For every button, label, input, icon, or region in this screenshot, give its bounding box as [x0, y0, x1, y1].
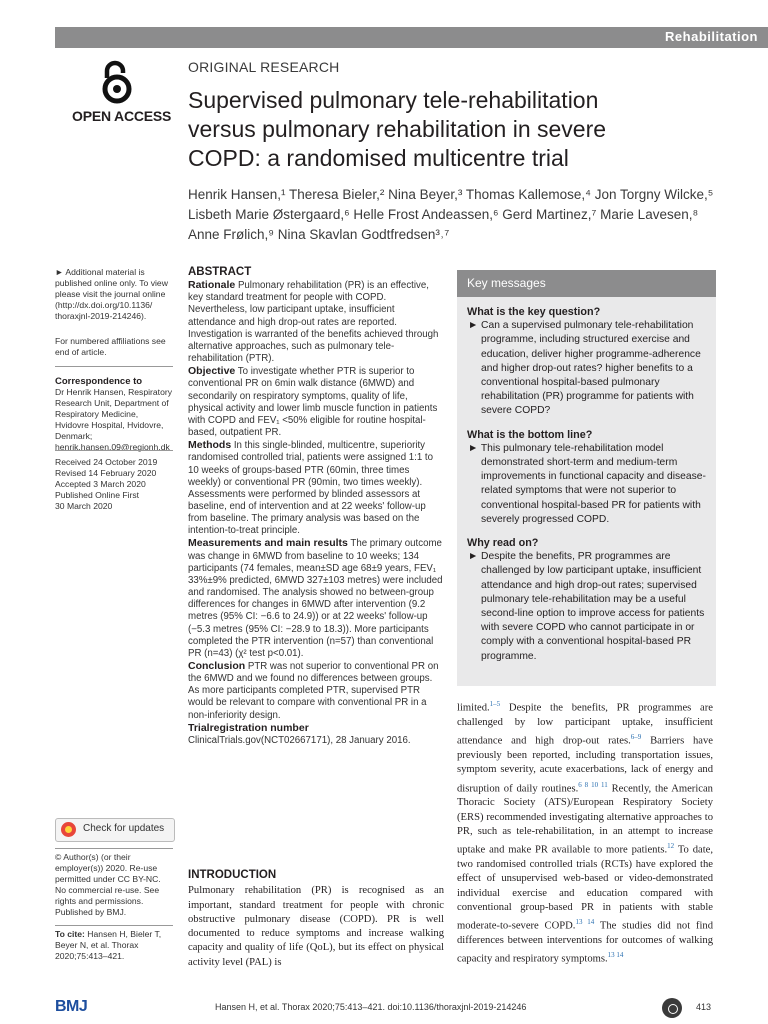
key-question-3: Why read on?: [467, 537, 539, 550]
page-number: 413: [696, 1002, 712, 1012]
key-answer-2: ► This pulmonary tele-rehabilitation model demonstrated short-term and medium-term improvements in functional capacity and disease-related symptoms that were not superior to conventional hospital-based PR for patients with severely progressed COPD.: [468, 442, 706, 525]
key-messages-header: [457, 270, 716, 297]
introduction-text: Pulmonary rehabilitation (PR) is recognised as an important, standard treatment for people with chronic obstructive pulmonary disease (COPD). PR is well documented to reduce symptoms and increase walking capacity and quality of life (QoL), but its effect on physical activity level (PAL) is: [188, 885, 444, 968]
conclusion-label: Conclusion: [188, 660, 246, 672]
abstract-rationale: [188, 279, 444, 365]
to-cite-block: [55, 925, 173, 962]
open-access-label: OPEN ACCESS: [72, 108, 172, 124]
key-question-1: What is the key question?: [467, 306, 601, 318]
reference-link[interactable]: 13 14: [607, 951, 624, 960]
section-label: Rehabilitation: [665, 29, 758, 44]
key-question-2: What is the bottom line?: [467, 428, 593, 441]
conclusion-text: PTR was not superior to conventional PR on the 6MWD and we found no differences between groups. As more participants completed PTR, supervised PTR would be relevant to compare with conventional PR in a non-inferiority design.: [188, 661, 439, 721]
author-line: Henrik Hansen,¹ Theresa Bieler,² Nina Beyer,³ Thomas Kallemose,⁴ Jon Torgny Wilcke,⁵: [188, 187, 714, 202]
author-list: [188, 185, 728, 245]
reference-link[interactable]: 12: [667, 842, 675, 851]
date-accepted: Accepted 3 March 2020: [55, 479, 146, 489]
footer-citation: Hansen H, et al. Thorax 2020;75:413–421. doi:10.1136/thoraxjnl-2019-214246: [215, 1002, 527, 1012]
additional-material-note: ► Additional material is published online only. To view please visit the journal online (http://dx.doi.org/10.1136/ thoraxjnl-2019-214246).: [55, 267, 168, 321]
affiliations-note: For numbered affiliations see end of article.: [55, 336, 166, 357]
text-run: Despite the benefits, PR programmes are challenged by low participant uptake, insufficient attendance and high drop-out rates.: [457, 702, 713, 747]
trial-label: Trialregistration number: [188, 721, 309, 734]
abstract-methods: [188, 439, 444, 537]
divider: [55, 848, 173, 849]
article-title: Supervised pulmonary tele-rehabilitation versus pulmonary rehabilitation in severe COPD: a randomised multicentre trial: [188, 87, 607, 171]
correspondence-block: [55, 376, 173, 453]
introduction-heading: INTRODUCTION: [188, 869, 277, 881]
abstract-heading: ABSTRACT: [188, 266, 252, 278]
correspondence-label: Correspondence to: [55, 376, 143, 387]
correspondence-text: Dr Henrik Hansen, Respiratory Research Unit, Department of Respiratory Medicine, Hvidovre Hospital, Hvidovre, Denmark; henrik.hansen.09@regionh.dk: [55, 387, 173, 452]
key-messages-box: [457, 270, 716, 686]
dates-block: [55, 457, 173, 512]
reference-link[interactable]: 6 8 10 11: [578, 780, 608, 789]
key-messages-heading: Key messages: [467, 276, 546, 290]
author-line: Anne Frølich,⁹ Nina Skavlan Godtfredsen³˒⁷: [188, 227, 450, 242]
divider: [55, 366, 173, 367]
results-text: The primary outcome was change in 6MWD from baseline to 10 weeks; 134 participants (74 females, mean±SD age 68±9 years, FEV₁ 33%±9% predicted, 6MWD 327±103 metres) were included and randomised. The analysis showed no between-group differences for changes in 6MWD after intervention (9.2 metres (95% CI: −6.6 to 24.9)) or at 22 weeks' follow-up (−5.3 metres (95% CI: −28.9 to 18.3)). More participants completed the PTR intervention (n=57) than conventional PR (n=43) (χ² test p<0.01).: [188, 538, 443, 659]
creative-commons-icon: [662, 998, 682, 1018]
introduction: [188, 868, 444, 970]
text-run: Barriers have previously been reported, including transportation issues, symptom severity, acute exacerbations, lack of energy and disruption of daily routines.: [457, 735, 713, 795]
key-answer-3: ► Despite the benefits, PR programmes are challenged by low participant uptake, insufficient attendance and high drop-out rates; supervised pulmonary tele-rehabilitation may be a useful second-line option to improve access for patients with severe COPD who cannot participate in or comply with a conventional hospital-based PR programme.: [468, 551, 705, 662]
divider: [55, 450, 173, 451]
abstract-results: [188, 537, 444, 660]
author-line: Lisbeth Marie Østergaard,⁶ Helle Frost Andeassen,⁶ Gerd Martinez,⁷ Marie Lavesen,⁸: [188, 207, 699, 222]
abstract: [188, 266, 444, 747]
abstract-objective: [188, 365, 444, 439]
abstract-conclusion: [188, 660, 444, 722]
crossmark-icon: [61, 822, 76, 837]
text-run: To date, two randomised controlled trials (RCTs) have explored the effect of unsupervised web-based or video-demonstrated individual exercise and education compared with conventional group-based PR in patients with stable moderate-to-severe COPD.: [457, 844, 713, 932]
abstract-trial: [188, 722, 444, 747]
rationale-label: Rationale: [188, 279, 236, 292]
objective-text: To investigate whether PTR is superior to conventional PR on 6min walk distance (6MWD) and secondarily on respiratory symptoms, quality of life, physical activity and lower limb muscle function in patients with COPD and FEV₁ <50% eligible for routine hospital-based, outpatient PR.: [188, 366, 438, 439]
reference-link[interactable]: 1–5: [489, 700, 501, 708]
bmj-logo: BMJ: [55, 998, 88, 1015]
open-access-lock-icon: [96, 60, 138, 104]
to-cite-label: To cite:: [55, 929, 85, 939]
article-type: ORIGINAL RESEARCH: [188, 59, 340, 75]
copyright-note: © Author(s) (or their employer(s)) 2020. Re-use permitted under CC BY-NC. No commercial re-use. See rights and permissions. Published by BMJ.: [55, 852, 161, 917]
check-for-updates-button[interactable]: [55, 818, 175, 842]
reference-link[interactable]: 6–9: [630, 733, 642, 742]
date-revised: Revised 14 February 2020: [55, 468, 157, 478]
check-for-updates-label: Check for updates: [83, 823, 165, 834]
body-paragraph: [457, 697, 713, 967]
results-label: Measurements and main results: [188, 537, 348, 550]
methods-text: In this single-blinded, multicentre, superiority randomised controlled trial, patients were assigned 1:1 to 10 weeks of groups-based PTR (60min, three times weekly) or conventional PR (90min, two times weekly). Assessments were performed by blinded assessors at baseline, end of intervention and at 22 weeks' follow-up from baseline. The primary analysis was based on the intention-to-treat principle.: [188, 440, 434, 537]
key-messages-body: [467, 305, 707, 673]
text-run: Recently, the American Thoracic Society (ATS)/European Respiratory Society (ERS) recommended investigating alternative approaches to PR, such as tele-rehabilitation, in an attempt to increase uptake and make PR available to more patients.: [457, 783, 713, 856]
to-cite-text: Hansen H, Bieler T, Beyer N, et al. Thorax 2020;75:413–421.: [55, 929, 162, 961]
objective-label: Objective: [188, 365, 236, 378]
rationale-text: Pulmonary rehabilitation (PR) is an effective, key standard treatment for people with COPD. Nevertheless, low participant uptake, insufficient attendance and high drop-out rates are reported. Investigation is warranted of the benefits achieved through alternative approaches, such as pulmonary tele-rehabilitation (PTR).: [188, 280, 439, 365]
methods-label: Methods: [188, 439, 232, 452]
date-published-label: Published Online First: [55, 490, 140, 500]
date-received: Received 24 October 2019: [55, 457, 158, 467]
reference-link[interactable]: 13 14: [575, 918, 595, 927]
text-run: limited.: [457, 702, 490, 714]
trial-text[interactable]: ClinicalTrials.gov(NCT02667171), 28 January 2016.: [188, 734, 411, 746]
text-run: The studies did not find differences between interventions for outcomes of walking capacity and respiratory symptoms.: [457, 920, 713, 965]
date-published: 30 March 2020: [55, 501, 113, 511]
body-text-right: [457, 697, 713, 967]
section-banner: [55, 27, 768, 48]
key-answer-1: ► Can a supervised pulmonary tele-rehabilitation programme, including structured exercise and education, deliver higher programme-adherence and higher drop-out rates? higher benefits to a conventional hospital-based pulmonary rehabilitation (PR) programme for patients with severe COPD?: [468, 320, 701, 417]
